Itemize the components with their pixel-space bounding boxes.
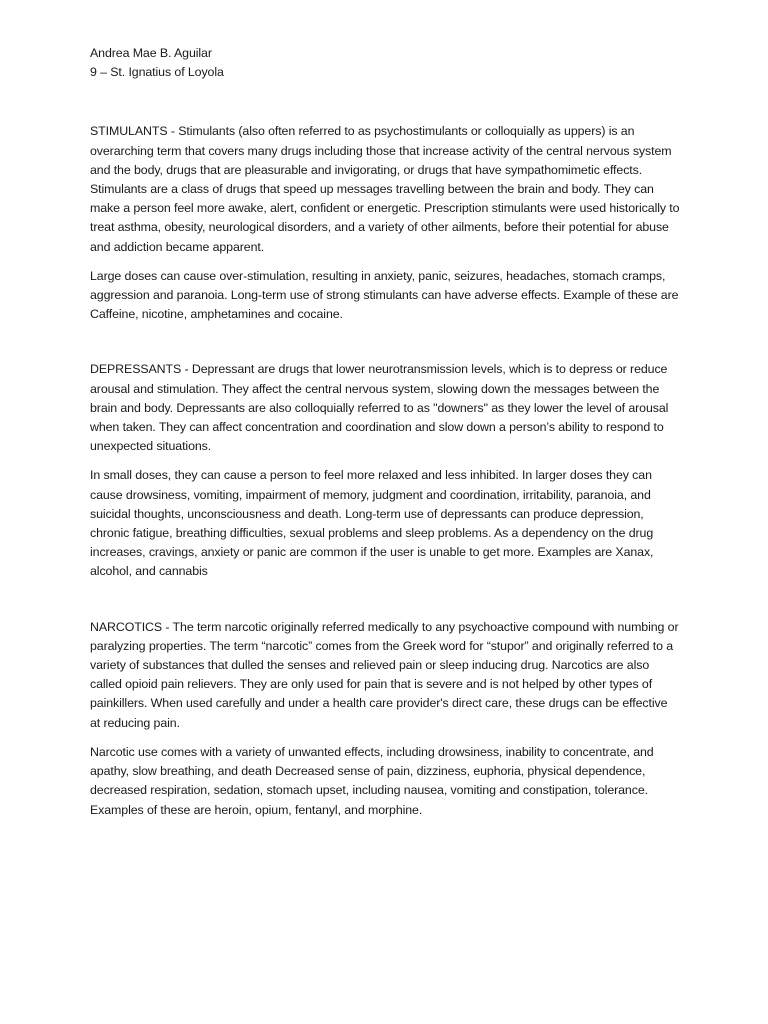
narcotics-paragraph-1: NARCOTICS - The term narcotic originally referred medically to any psychoactive compound with numbing or paralyzing properties. The term “narcotic” comes from the Greek word for “stupor” and originally referred to a variety of substances that dulled the senses and relieved pain or sleep inducing drug. Narcotics are also called opioid pain relievers. They are only used for pain that is severe and is not helped by other types of painkillers. When used carefully and under a health care provider's direct care, these drugs can be effective at reducing pain. <box>90 619 679 730</box>
grade-section: 9 – St. Ignatius of Loyola <box>90 65 224 80</box>
narcotics-paragraph-2: Narcotic use comes with a variety of unwanted effects, including drowsiness, inability to concentrate, and apathy, slow breathing, and death Decreased sense of pain, dizziness, euphoria, physical dependence, decreased respiration, sedation, stomach upset, including nausea, vomiting and constipation, tolerance. Examples of these are heroin, opium, fentanyl, and morphine. <box>90 744 654 817</box>
section-depressants <box>90 360 680 581</box>
section-stimulants <box>90 122 680 324</box>
author-name: Andrea Mae B. Aguilar <box>90 46 212 60</box>
depressants-paragraph-2: In small doses, they can cause a person to feel more relaxed and less inhibited. In larger doses they can cause drowsiness, vomiting, impairment of memory, judgment and coordination, irritability, paranoia, and suicidal thoughts, unconsciousness and death. Long-term use of depressants can produce depression, chronic fatigue, breathing difficulties, sexual problems and sleep problems. As a dependency on the drug increases, cravings, anxiety or panic are common if the user is unable to get more. Examples are Xanax, alcohol, and cannabis <box>90 468 654 579</box>
document-page <box>90 44 680 830</box>
stimulants-paragraph-2: Large doses can cause over-stimulation, resulting in anxiety, panic, seizures, headaches, stomach cramps, aggression and paranoia. Long-term use of strong stimulants can have adverse effects. Example of these are Caffeine, nicotine, amphetamines and cocaine. <box>90 268 679 322</box>
depressants-paragraph-1: DEPRESSANTS - Depressant are drugs that lower neurotransmission levels, which is to depress or reduce arousal and stimulation. They affect the central nervous system, slowing down the messages between the brain and body. Depressants are also colloquially referred to as "downers" as they lower the level of arousal when taken. They can affect concentration and coordination and slow down a person’s ability to respond to unexpected situations. <box>90 362 669 454</box>
stimulants-paragraph-1: STIMULANTS - Stimulants (also often referred to as psychostimulants or colloquially as uppers) is an overarching term that covers many drugs including those that increase activity of the central nervous system and the body, drugs that are pleasurable and invigorating, or drugs that have sympathomimetic effects. Stimulants are a class of drugs that speed up messages travelling between the brain and body. They can make a person feel more awake, alert, confident or energetic. Prescription stimulants were used historically to treat asthma, obesity, neurological disorders, and a variety of other ailments, before their potential for abuse and addiction became apparent. <box>90 124 680 254</box>
section-narcotics <box>90 618 680 820</box>
